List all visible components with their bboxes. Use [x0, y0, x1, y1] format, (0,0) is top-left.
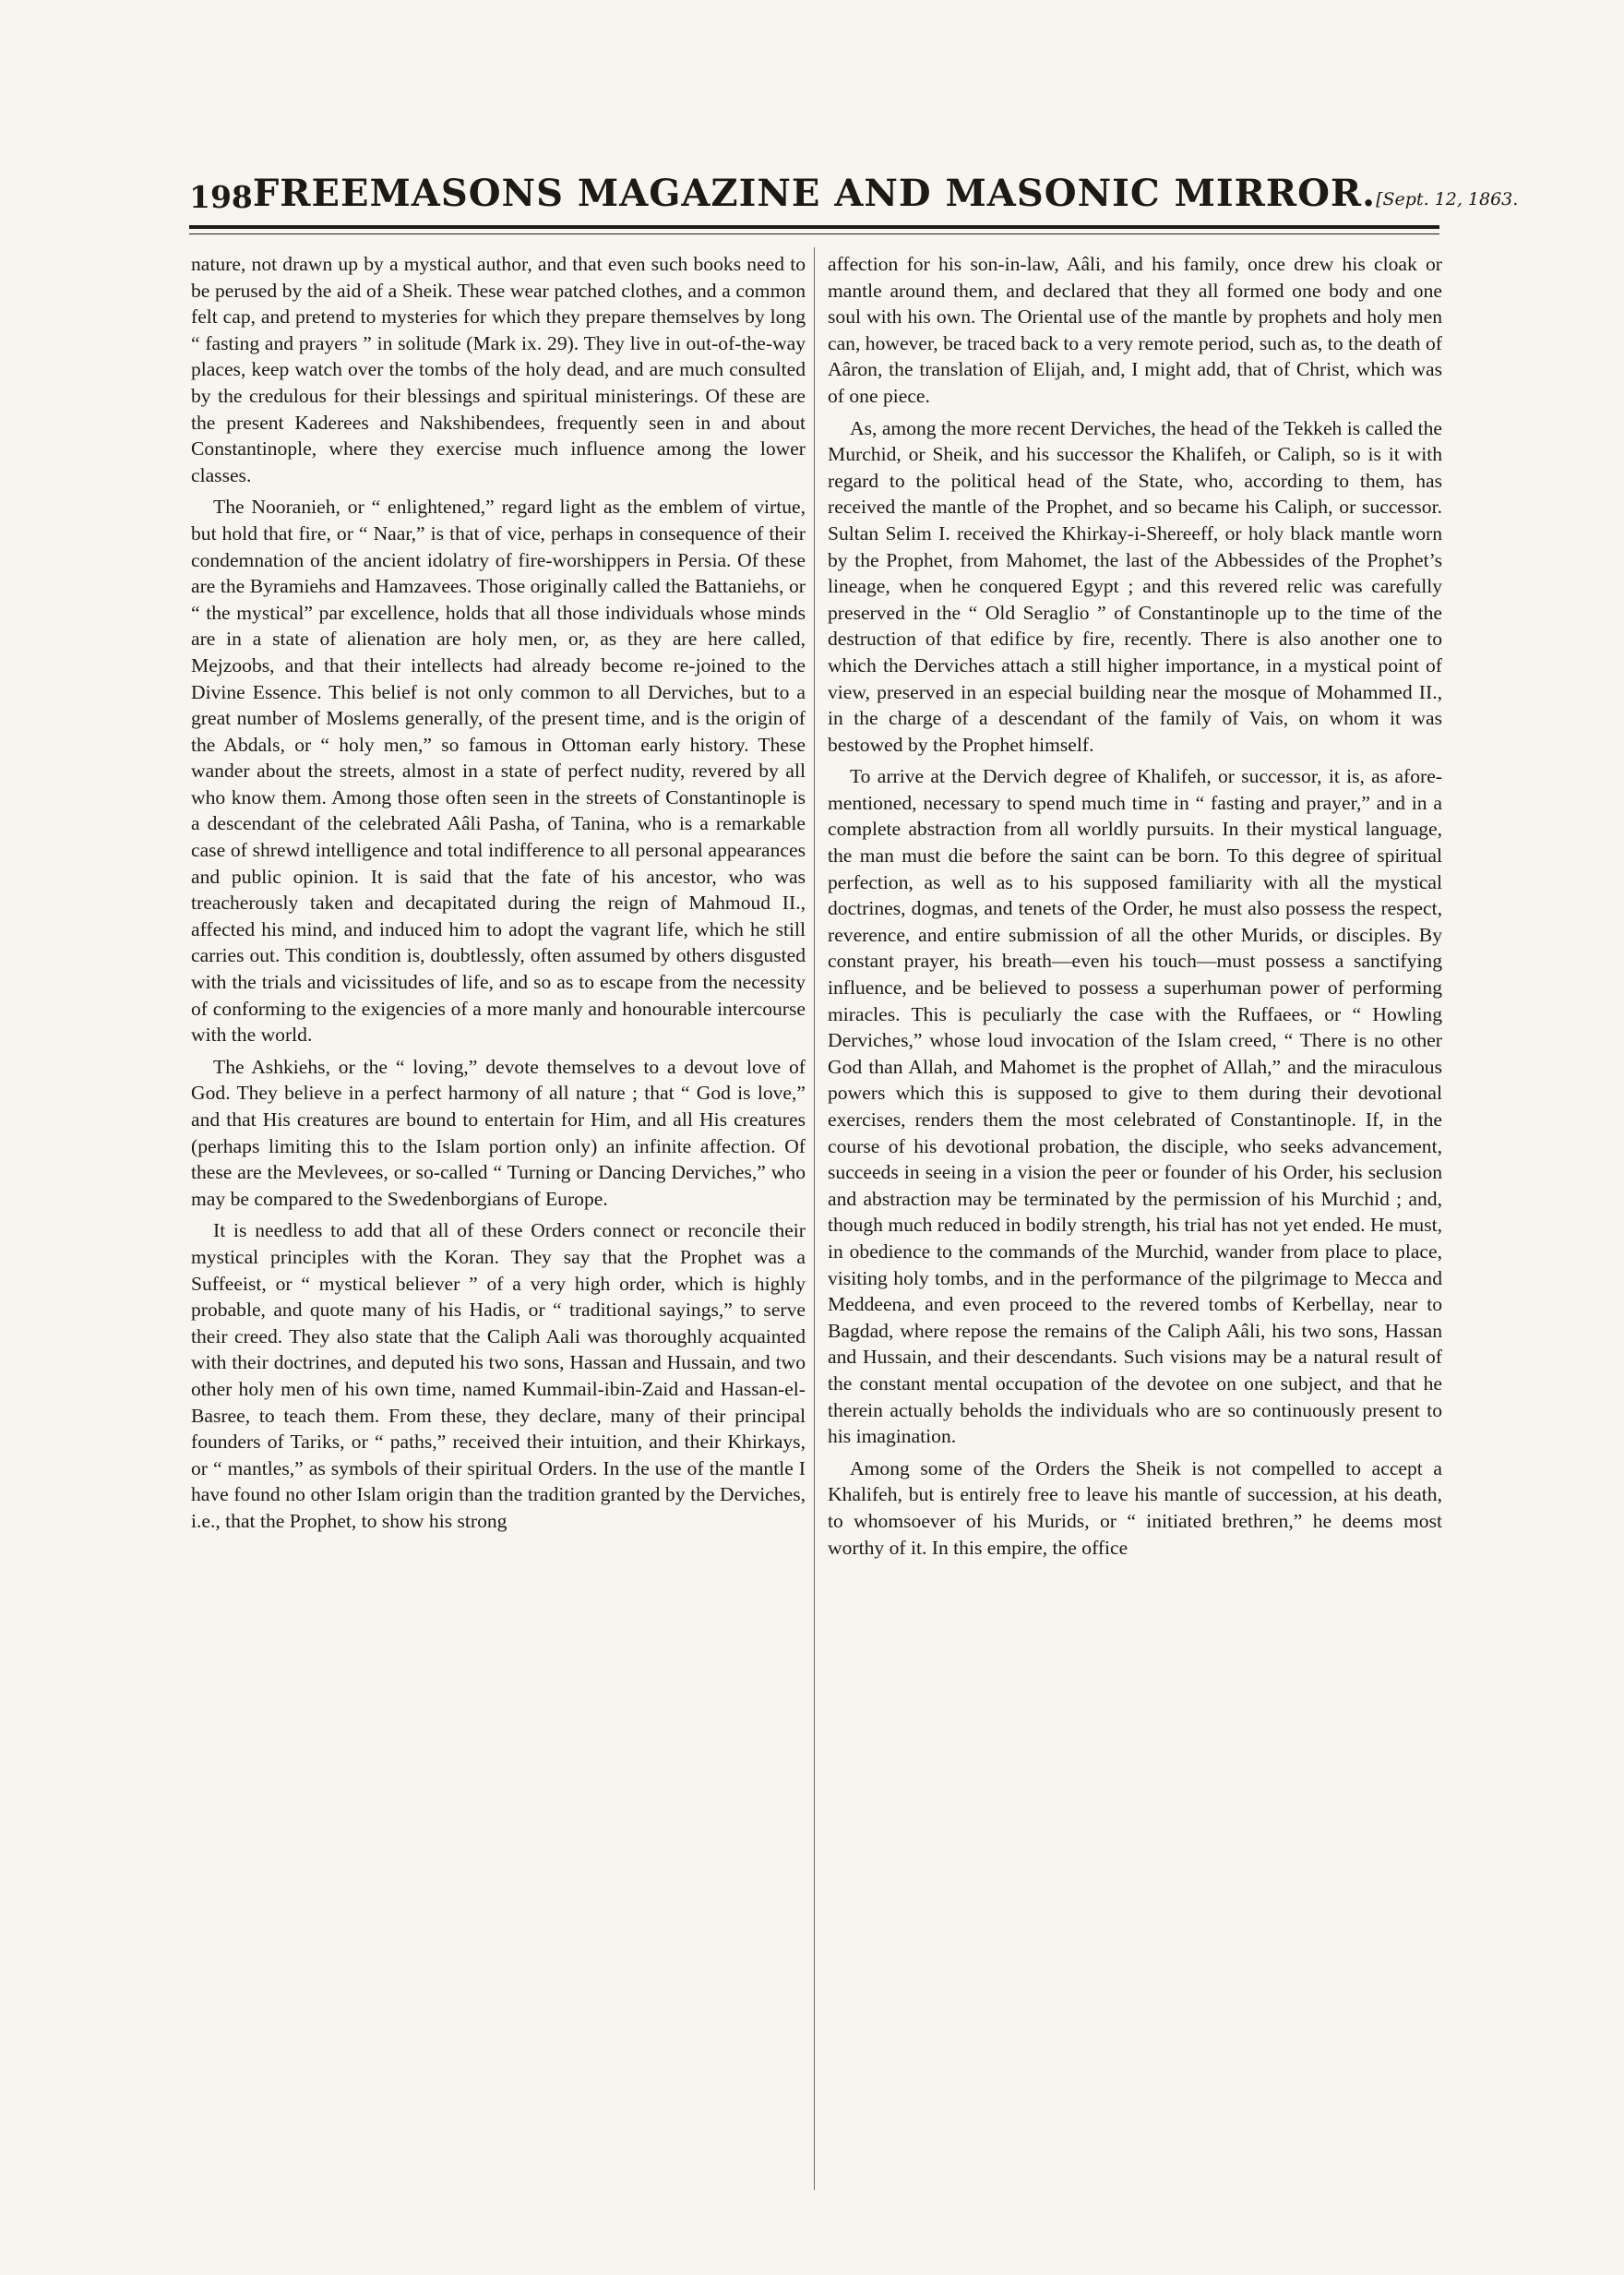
column-divider	[814, 247, 815, 2190]
paragraph: As, among the more recent Derviches, the head of the Tekkeh is called the Murchid, or Sheik, and his successor the Khalifeh, or Caliph, so is it with regard to the political head of the State, who, according to them, has received the mantle of the Prophet, and so became his Caliph, or successor. Sultan Selim I. received the Khirkay-i-Shereeff, or holy black mantle worn by the Prophet, from Mahomet, the last of the Abbessides of the Prophet’s lineage, when he conquered Egypt ; and this revered relic was carefully preserved in the “ Old Seraglio ” of Constantinople up to the time of the destruction of that edifice by fire, recently. There is also another one to which the Derviches attach a still higher importance, in a mystical point of view, preserved in an especial building near the mosque of Mohammed II., in the charge of a descendant of the family of Vais, on whom it was bestowed by the Prophet himself.	[828, 416, 1442, 756]
running-header	[189, 164, 1519, 215]
paragraph: It is needless to add that all of these Orders connect or reconcile their mystical principles with the Koran. They say that the Prophet was a Suffeeist, or “ mystical believer ” of a very high order, which is highly probable, and quote many of his Hadis, or “ traditional sayings,” to serve their creed. They also state that the Caliph Aali was thoroughly acquainted with their doctrines, and deputed his two sons, Hassan and Hussain, and two other holy men of his own time, named Kummail-ibin-Zaid and Hassan-el-Basree, to teach them. From these, they declare, many of their principal founders of Tariks, or “ paths,” received their intuition, and their Khirkays, or “ mantles,” as symbols of their spiritual Orders. In the use of the mantle I have found no other Islam origin than the tradition granted by the Derviches, i.e., that the Prophet, to show his strong	[191, 1219, 806, 1532]
masthead-title: FREEMASONS MAGAZINE AND MASONIC MIRROR.	[252, 172, 1377, 215]
right-column	[828, 251, 1442, 2187]
left-column	[191, 251, 806, 2187]
issue-date: [Sept. 12, 1863.	[1376, 189, 1519, 210]
paragraph: To arrive at the Dervich degree of Khalifeh, or successor, it is, as afore-mentioned, necessary to spend much time in “ fasting and prayer,” and in a complete abstraction from all worldly pursuits. In their mystical language, the man must die before the saint can be born. To this degree of spiritual perfection, as well as to his supposed familiarity with all the mystical doctrines, dogmas, and tenets of the Order, he must also possess the respect, reverence, and entire submission of all the other Murids, or disciples. By constant prayer, his breath—even his touch—must possess a sanctifying influence, and be believed to possess a superhuman power of performing miracles. This is peculiarly the case with the Ruffaees, or “ Howling Derviches,” whose loud invocation of the Islam creed, “ There is no other God than Allah, and Mahomet is the prophet of Allah,” and the miraculous powers which this is supposed to give to them during their devotional exercises, renders them the most celebrated of Constantinople. If, in the course of his devotional probation, the disciple, who seeks advancement, succeeds in seeing in a vision the peer or founder of his Order, his seclusion and abstraction may be terminated by the permission of his Murchid ; and, though much reduced in bodily strength, his trial has not yet ended. He must, in obedience to the commands of the Murchid, wander from place to place, visiting holy tombs, and in the performance of the pilgrimage to Mecca and Meddeena, and even proceed to the revered tombs of Kerbellay, near to Bagdad, where repose the remains of the Caliph Aâli, his two sons, Hassan and Hussain, and their descendants. Such visions may be a natural result of the constant mental occupation of the devotee on one subject, and that he therein actually beholds the individuals who are so continuously present to his imagination.	[828, 765, 1442, 1448]
paragraph: Among some of the Orders the Sheik is not compelled to accept a Khalifeh, but is entirely free to leave his mantle of succession, at his death, to whomsoever of his Murids, or “ initiated brethren,” he deems most worthy of it. In this empire, the office	[828, 1456, 1442, 1559]
header-rule-thick	[189, 225, 1439, 229]
header-rule-thin	[189, 233, 1439, 234]
paragraph: The Ashkiehs, or the “ loving,” devote themselves to a devout love of God. They believe in a perfect harmony of all nature ; that “ God is love,” and that His creatures are bound to entertain for Him, and all His creatures (perhaps limiting this to the Islam portion only) an infinite affection. Of these are the Mevlevees, or so-called “ Turning or Dancing Derviches,” who may be compared to the Swedenborgians of Europe.	[191, 1055, 806, 1210]
paragraph: The Nooranieh, or “ enlightened,” regard light as the emblem of virtue, but hold that fire, or “ Naar,” is that of vice, perhaps in consequence of their condemnation of the ancient idolatry of fire-worshippers in Persia. Of these are the Byramiehs and Hamzavees. Those originally called the Battaniehs, or “ the mystical” par excellence, holds that all those individuals whose minds are in a state of alienation are holy men, or, as they are here called, Mejzoobs, and that their intellects had already become re-joined to the Divine Essence. This belief is not only common to all Derviches, but to a great number of Moslems generally, of the present time, and is the origin of the Abdals, or “ holy men,” so famous in Ottoman early history. These wander about the streets, almost in a state of perfect nudity, revered by all who know them. Among those often seen in the streets of Constantinople is a descendant of the celebrated Aâli Pasha, of Tanina, who is a remarkable case of shrewd intelligence and total indifference to all personal appearances and public opinion. It is said that the fate of his ancestor, who was treacherously taken and decapitated during the reign of Mahmoud II., affected his mind, and induced him to adopt the vagrant life, which he still carries out. This condition is, doubtlessly, often assumed by others disgusted with the trials and vicissitudes of life, and so as to escape from the necessity of conforming to the exigencies of a more manly and honourable intercourse with the world.	[191, 496, 806, 1047]
paragraph: affection for his son-in-law, Aâli, and his family, once drew his cloak or mantle around them, and declared that they all formed one body and one soul with his own. The Oriental use of the mantle by prophets and holy men can, however, be traced back to a very remote period, such as, to the death of Aâron, the translation of Elijah, and, I might add, that of Christ, which was of one piece.	[828, 253, 1442, 407]
paragraph: nature, not drawn up by a mystical author, and that even such books need to be perused by the aid of a Sheik. These wear patched clothes, and a common felt cap, and pretend to mysteries for which they prepare themselves by long “ fasting and prayers ” in solitude (Mark ix. 29). They live in out-of-the-way places, keep watch over the tombs of the holy dead, and are much consulted by the credulous for their blessings and spiritual ministerings. Of these are the present Kaderees and Nakshibendees, frequently seen in and about Constantinople, where they exercise much influence among the lower classes.	[191, 253, 806, 486]
page-number: 198	[189, 179, 253, 215]
